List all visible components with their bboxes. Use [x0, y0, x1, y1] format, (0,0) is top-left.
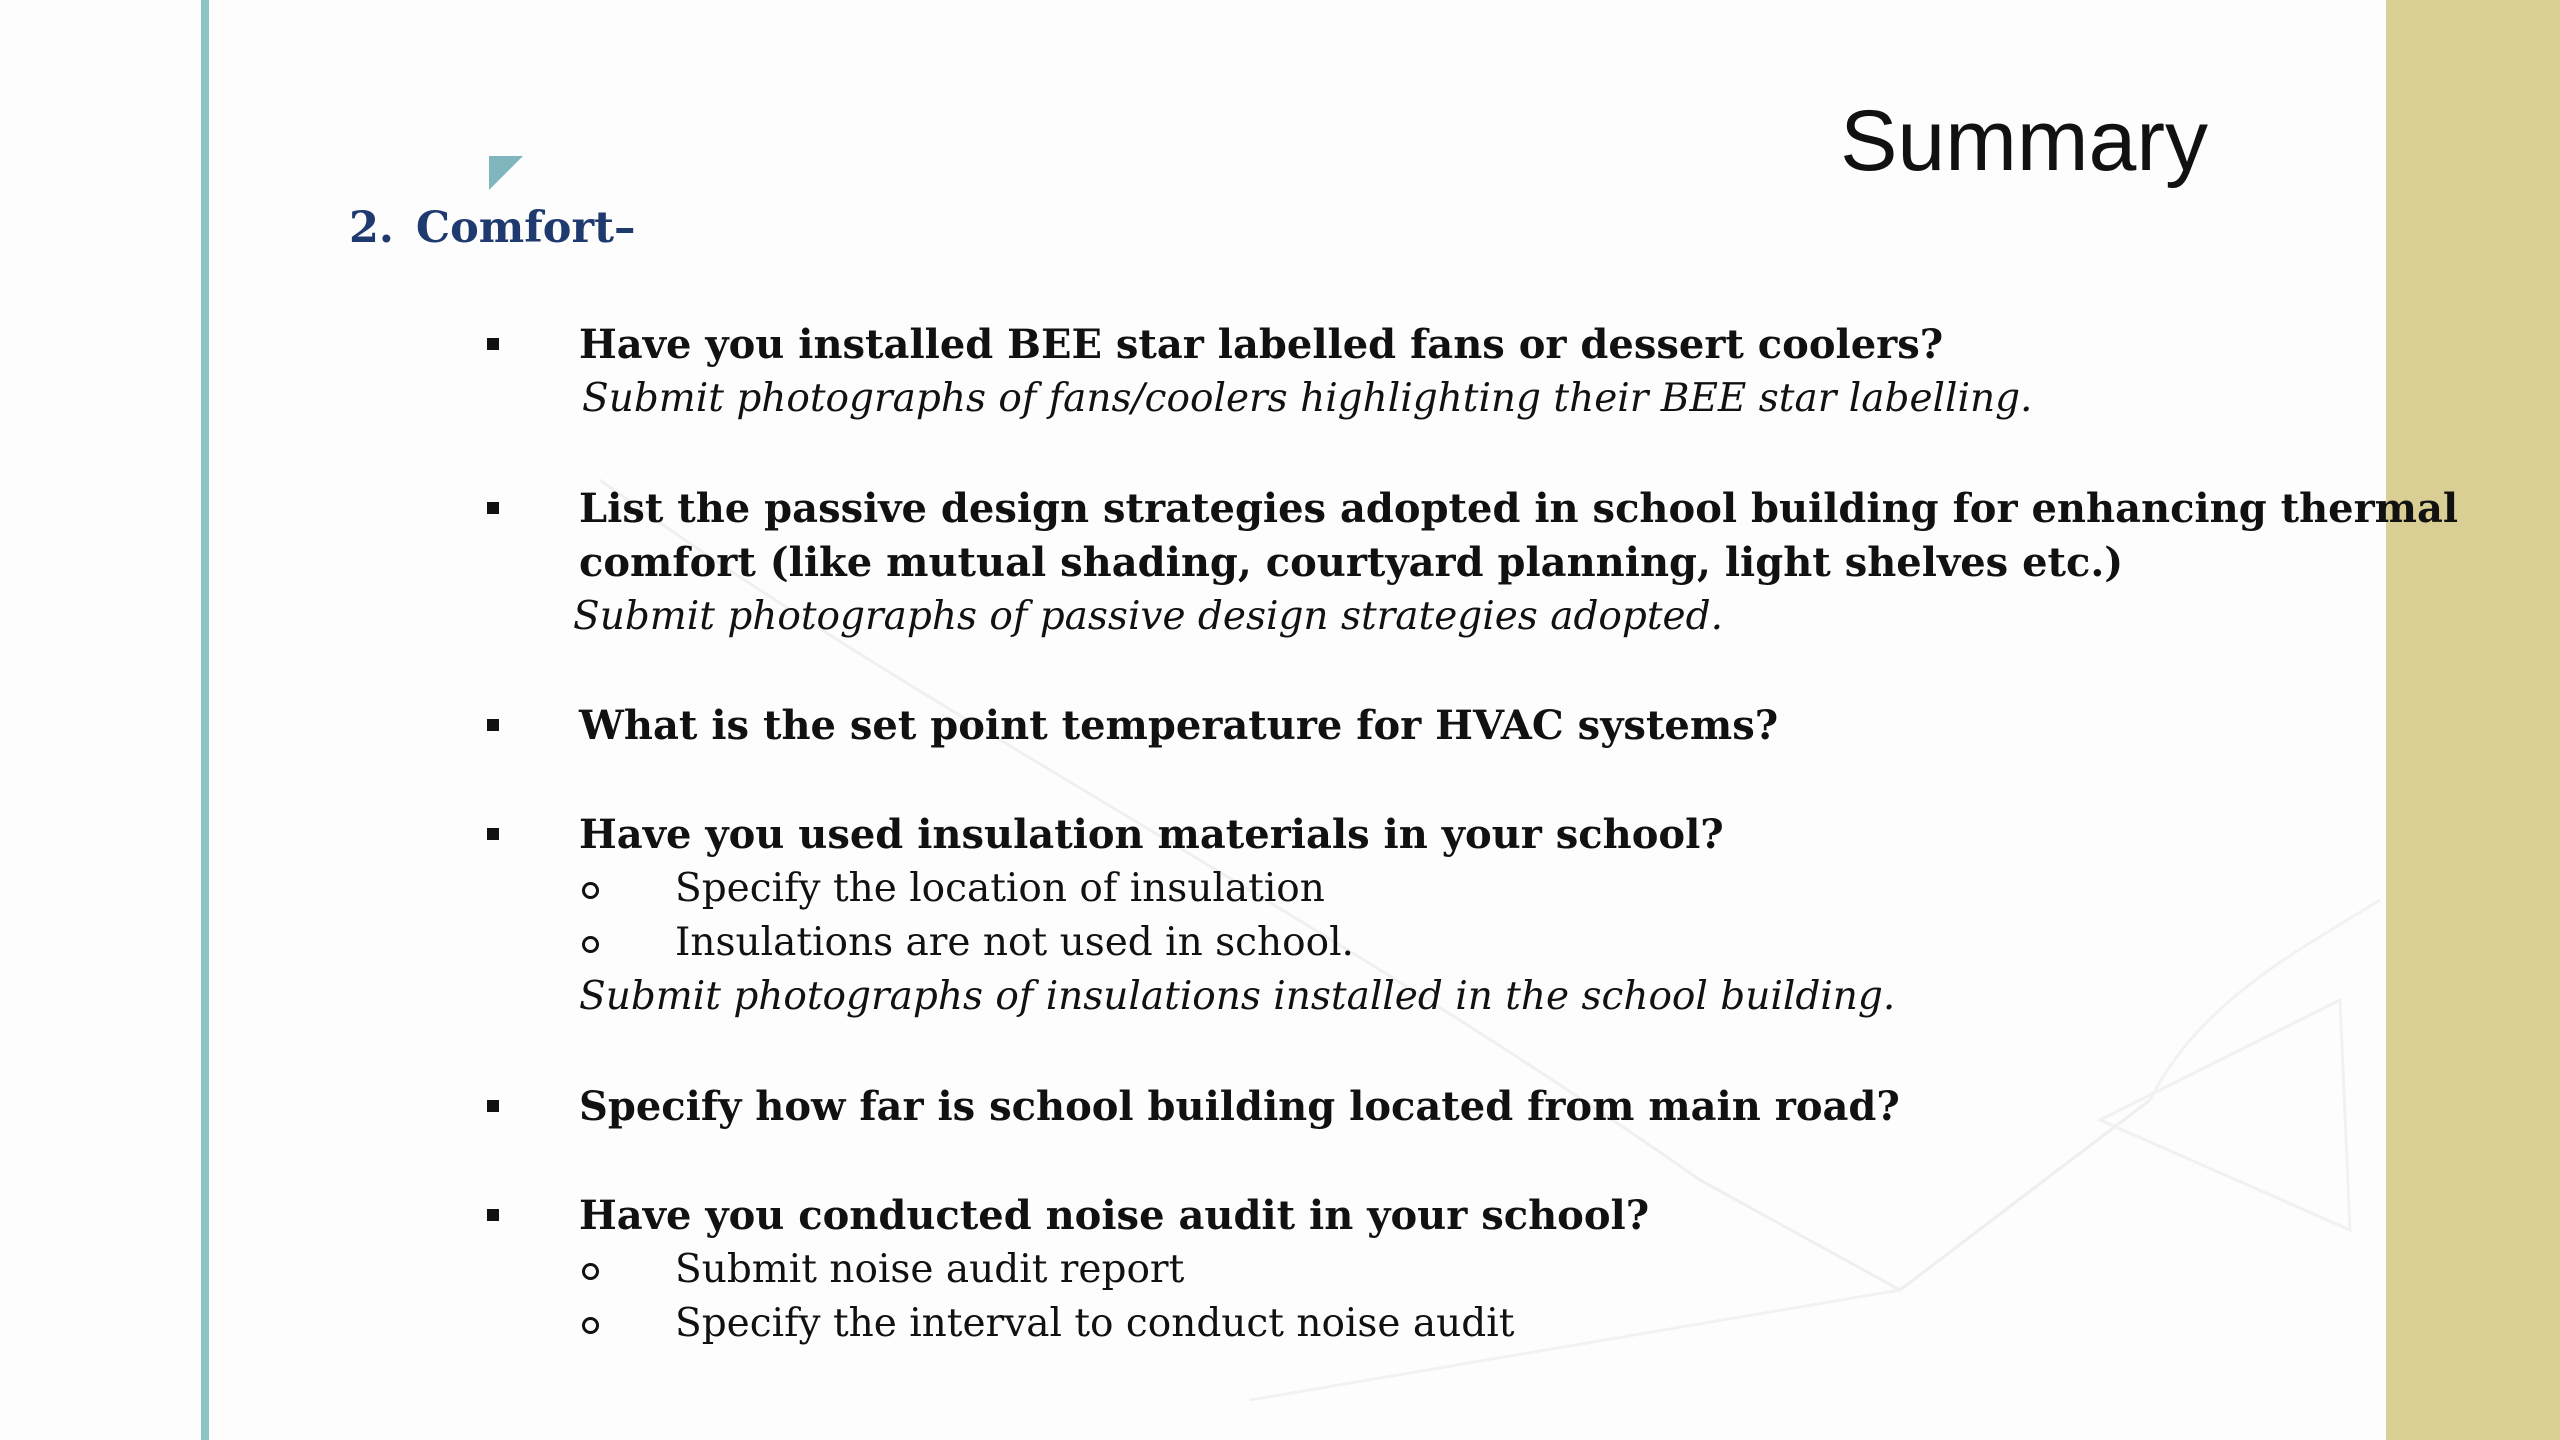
option-text: Submit noise audit report [675, 1247, 1185, 1292]
question-text: Specify how far is school building located from main road? [579, 1083, 1900, 1130]
section-heading [349, 203, 636, 253]
square-bullet-icon [487, 719, 499, 731]
square-bullet-icon [487, 338, 499, 350]
question-note: Submit photographs of fans/coolers highlighting their BEE star labelling. [582, 376, 2033, 421]
option-text: Specify the location of insulation [675, 866, 1325, 911]
question-note: Submit photographs of passive design strategies adopted. [573, 594, 1723, 639]
question-text: Have you conducted noise audit in your school? [579, 1192, 1650, 1239]
slide-title: Summary [1840, 93, 2208, 189]
option-text: Insulations are not used in school. [675, 920, 1354, 965]
section-label: Comfort– [415, 203, 636, 253]
square-bullet-icon [487, 1100, 499, 1112]
question-text-line-1: List the passive design strategies adopted in school building for enhancing thermal [579, 485, 2459, 532]
left-accent-rule [201, 0, 209, 1440]
right-side-band [2386, 0, 2560, 1440]
question-text-line-2: comfort (like mutual shading, courtyard planning, light shelves etc.) [579, 539, 2124, 586]
option-text: Specify the interval to conduct noise audit [675, 1301, 1515, 1346]
question-note: Submit photographs of insulations installed in the school building. [579, 974, 1896, 1019]
circle-bullet-icon [582, 1263, 599, 1280]
circle-bullet-icon [582, 882, 599, 899]
question-text: Have you used insulation materials in your school? [579, 811, 1724, 858]
corner-triangle-icon [489, 156, 523, 190]
square-bullet-icon [487, 502, 499, 514]
square-bullet-icon [487, 828, 499, 840]
circle-bullet-icon [582, 1317, 599, 1334]
circle-bullet-icon [582, 936, 599, 953]
square-bullet-icon [487, 1209, 499, 1221]
section-number: 2. [349, 203, 394, 253]
question-text: What is the set point temperature for HVAC systems? [579, 702, 1779, 749]
question-text: Have you installed BEE star labelled fans or dessert coolers? [579, 321, 1944, 368]
